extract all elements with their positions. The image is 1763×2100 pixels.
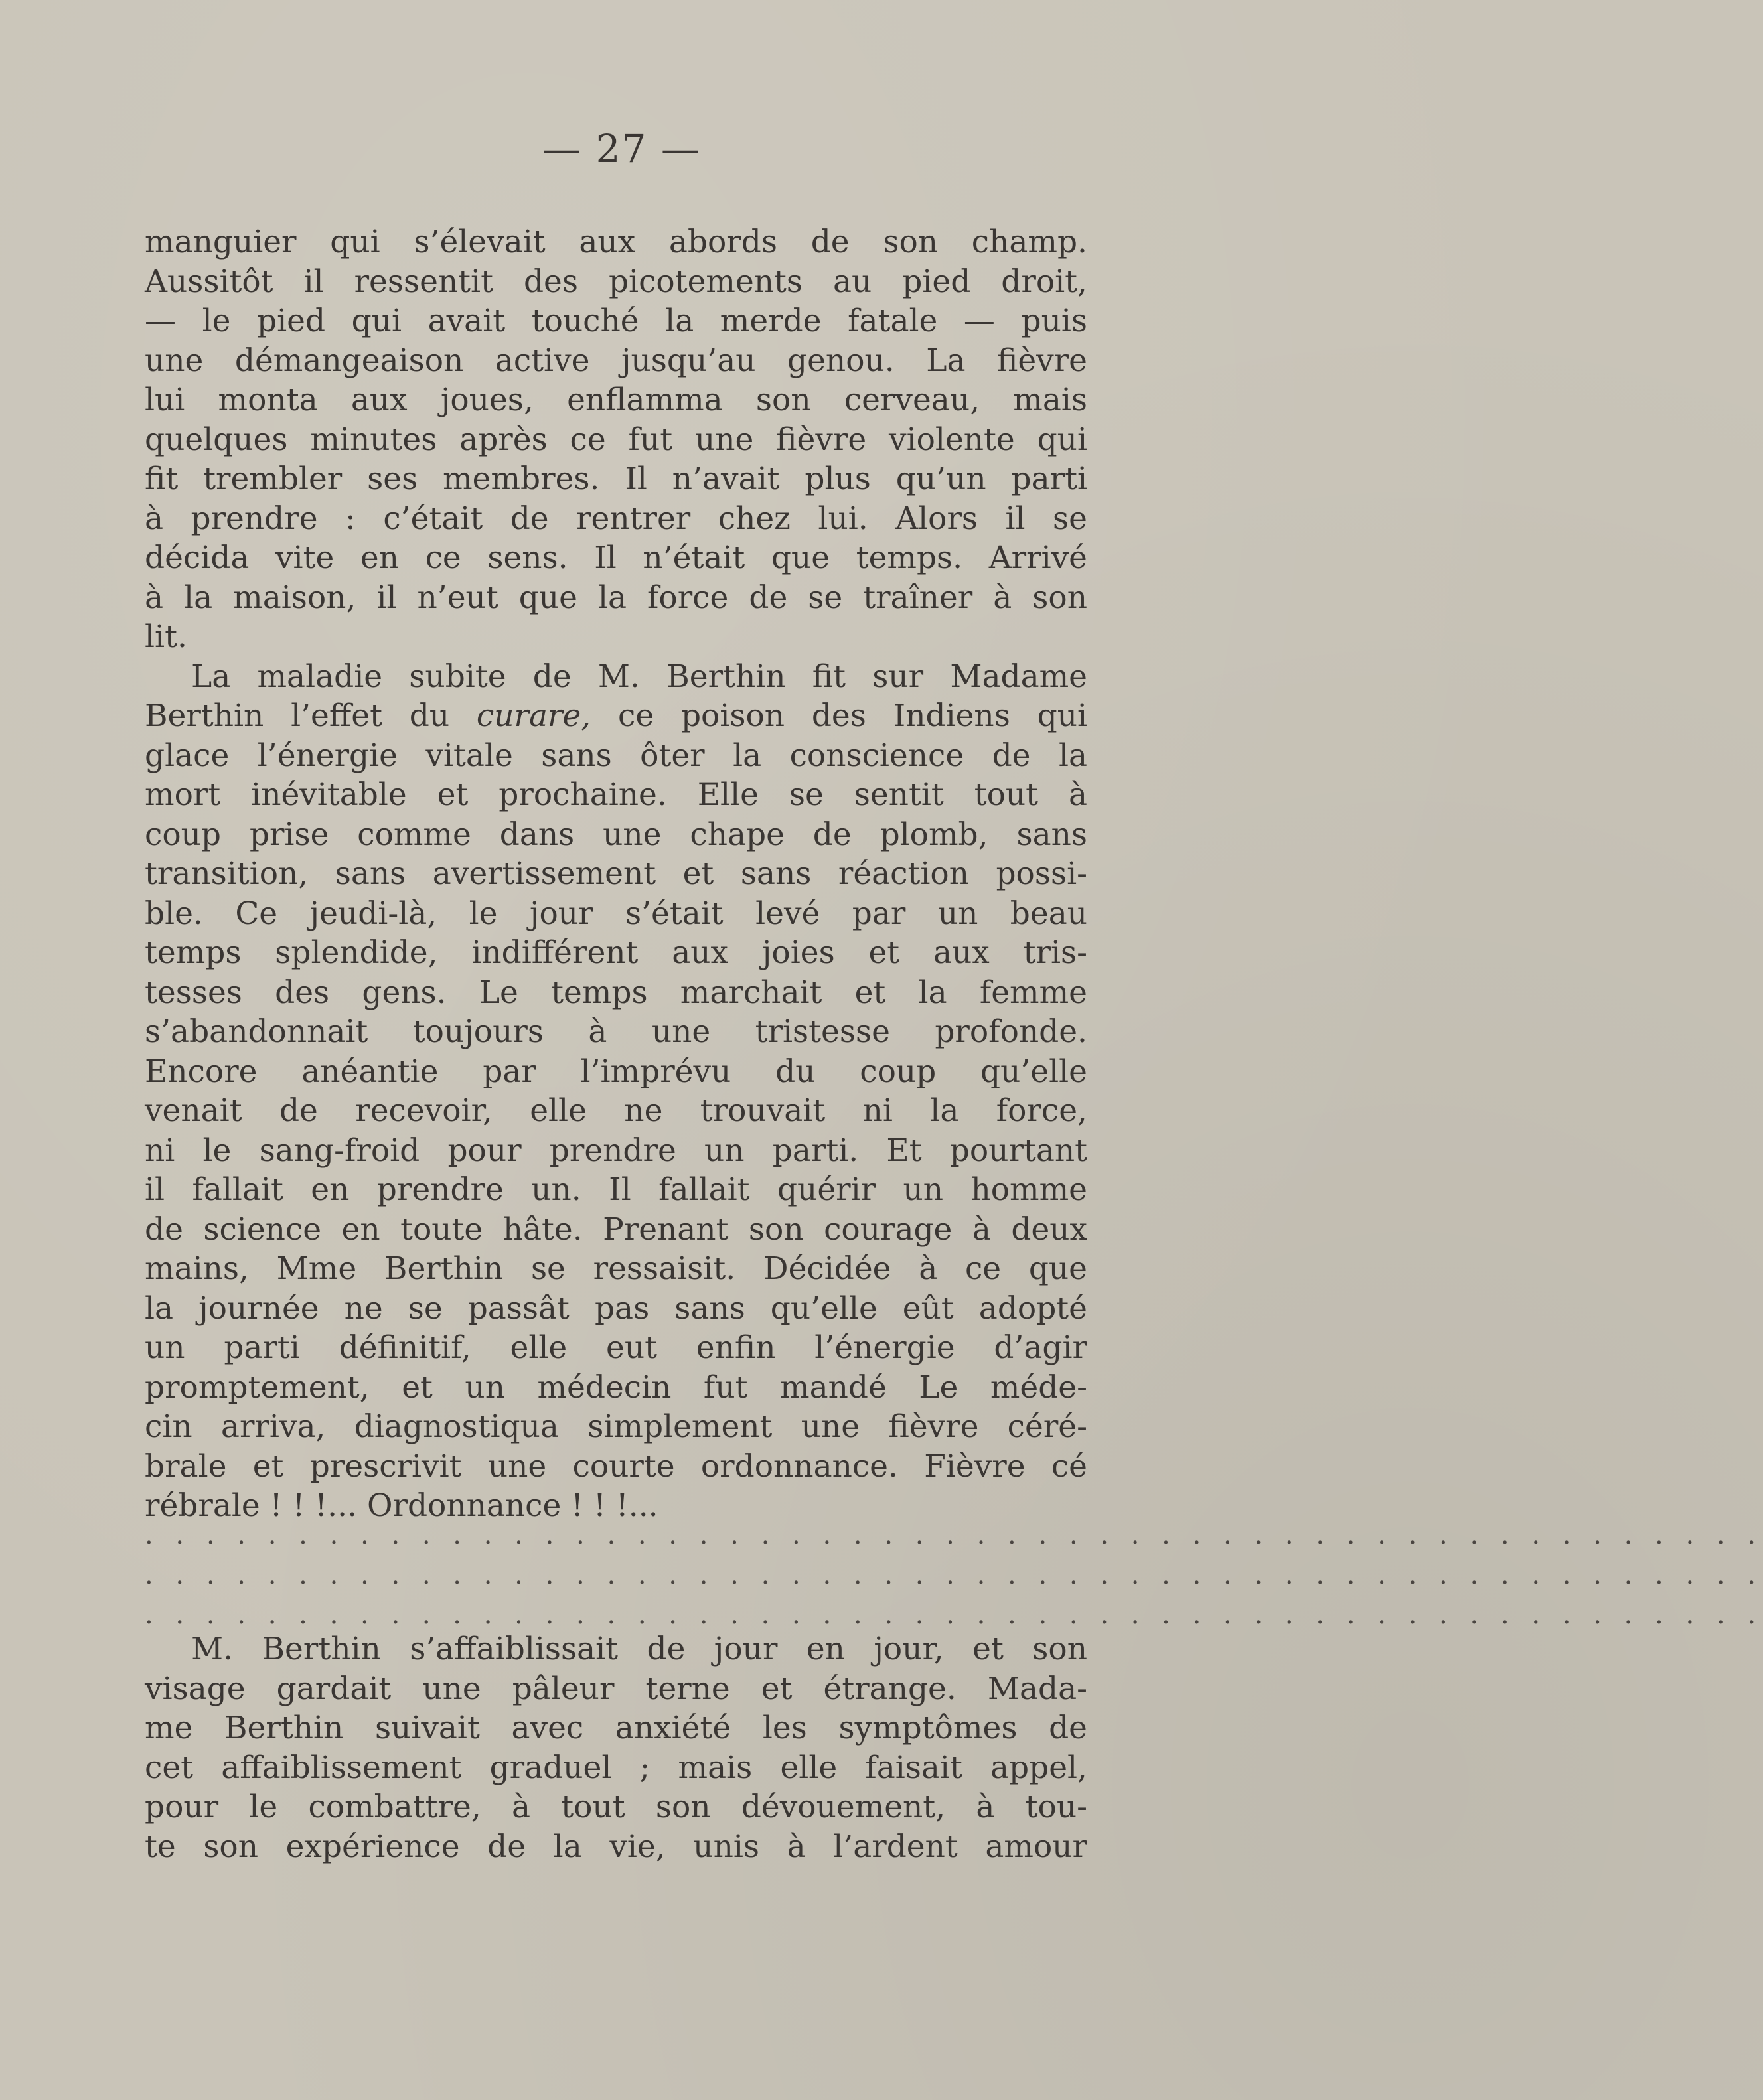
italic-term: curare, [476,698,591,734]
text-line: une démangeaison active jusqu’au genou. La fièvre [145,342,1087,379]
text-line: mains, Mme Berthin se ressaisit. Décidée à ce que [145,1250,1087,1287]
text-line: coup prise comme dans une chape de plomb, sans [145,816,1087,853]
text-line: venait de recevoir, elle ne trouvait ni la force, [145,1092,1087,1129]
text-line: transition, sans avertissement et sans réaction possi- [145,856,1087,892]
text-line: brale et prescrivit une courte ordonnance. Fièvre cé [145,1448,1087,1485]
main-text [145,222,1087,1526]
text-line: la journée ne se passât pas sans qu’elle eût adopté [145,1290,1087,1327]
text-line: à la maison, il n’eut que la force de se traîner à son [145,579,1087,616]
continued-text [145,1629,1087,1866]
text-line: il fallait en prendre un. Il fallait quérir un homme [145,1171,1087,1208]
text-line: rébrale ! ! !... Ordonnance ! ! !... [145,1487,658,1524]
dot-separator: . . . . . . . . . . . . . . . . . . . . . . . . . . . . . . . . . . . . . . . . . . . . . . . . . . . . . [145,1520,1763,1550]
text-run: ce poison des Indiens qui [591,698,1087,734]
text-line: Encore anéantie par l’imprévu du coup qu’elle [145,1053,1087,1090]
text-line: ni le sang-froid pour prendre un parti. Et pourtant [145,1132,1087,1169]
text-line: manguier qui s’élevait aux abords de son champ. [145,224,1087,260]
text-line: La maladie subite de M. Berthin fit sur Madame [191,658,1087,695]
text-line: quelques minutes après ce fut une fièvre violente qui [145,421,1087,458]
text-run: Berthin l’effet du [145,698,477,734]
dot-separator: . . . . . . . . . . . . . . . . . . . . . . . . . . . . . . . . . . . . . . . . . . . . . . . . . . . . . [145,1600,1763,1630]
dot-separator: . . . . . . . . . . . . . . . . . . . . . . . . . . . . . . . . . . . . . . . . . . . . . . . . . . . . . [145,1560,1763,1590]
text-line: cin arriva, diagnostiqua simplement une fièvre céré- [145,1408,1087,1445]
text-line: lit. [145,619,187,655]
text-line: mort inévitable et prochaine. Elle se sentit tout à [145,777,1087,813]
text-line: ble. Ce jeudi-là, le jour s’était levé par un beau [145,895,1087,932]
text-line: me Berthin suivait avec anxiété les symptômes de [145,1710,1087,1746]
text-line: temps splendide, indifférent aux joies et aux tris- [145,935,1087,971]
text-line: de science en toute hâte. Prenant son courage à deux [145,1211,1087,1248]
text-line: glace l’énergie vitale sans ôter la conscience de la [145,737,1087,774]
text-line: cet affaiblissement graduel ; mais elle faisait appel, [145,1749,1087,1786]
text-line: Aussitôt il ressentit des picotements au pied droit, [145,263,1087,300]
text-line: décida vite en ce sens. Il n’était que temps. Arrivé [145,540,1087,576]
text-line: tesses des gens. Le temps marchait et la femme [145,974,1087,1011]
text-line: fit trembler ses membres. Il n’avait plus qu’un parti [145,461,1087,497]
text-line: te son expérience de la vie, unis à l’ardent amour [145,1828,1087,1865]
text-line: promptement, et un médecin fut mandé Le méde- [145,1369,1087,1406]
text-line: M. Berthin s’affaiblissait de jour en jour, et son [191,1631,1087,1667]
text-line: — le pied qui avait touché la merde fatale — puis [145,303,1087,339]
text-line [145,696,1087,736]
page-number: — 27 — [542,126,701,171]
text-line: lui monta aux joues, enflamma son cerveau, mais [145,382,1087,418]
text-line: visage gardait une pâleur terne et étrange. Mada- [145,1670,1087,1707]
text-line: un parti définitif, elle eut enfin l’énergie d’agir [145,1329,1087,1366]
text-line: pour le combattre, à tout son dévouement, à tou- [145,1789,1087,1825]
text-line: à prendre : c’était de rentrer chez lui. Alors il se [145,500,1087,537]
text-line: s’abandonnait toujours à une tristesse profonde. [145,1013,1087,1050]
